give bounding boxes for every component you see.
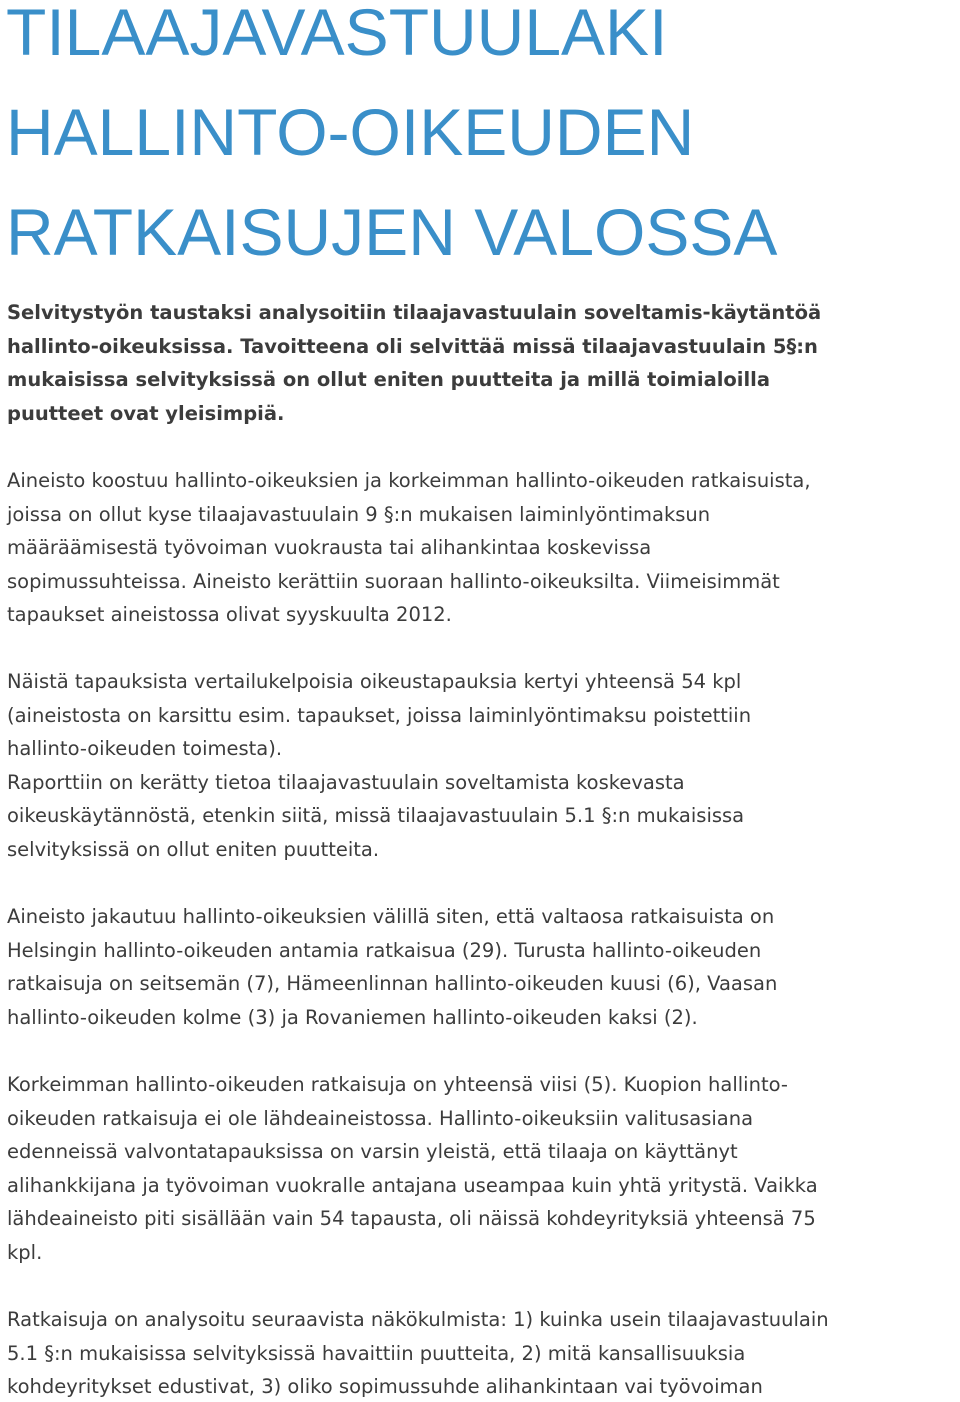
- paragraph-line: Näistä tapauksista vertailukelpoisia oikeustapauksia kertyi yhteensä 54 kpl: [7, 670, 742, 693]
- body-paragraph-cases: [7, 665, 957, 867]
- paragraph-line: joissa on ollut kyse tilaajavastuulain 9 §:n mukaisen laiminlyöntimaksun: [7, 502, 711, 526]
- paragraph-line: hallinto-oikeuden toimesta).: [7, 737, 283, 761]
- paragraph-line: ratkaisuja on seitsemän (7), Hämeenlinnan hallinto-oikeuden kuusi (6), Vaasan: [7, 972, 778, 996]
- paragraph-line: (aineistosta on karsittu esim. tapaukset, joissa laiminlyöntimaksu poistettiin: [7, 703, 752, 727]
- paragraph-line: Aineisto jakautuu hallinto-oikeuksien välillä siten, että valtaosa ratkaisuista on: [7, 905, 775, 928]
- intro-line: mukaisissa selvityksissä on ollut eniten puutteita ja millä toimialoilla: [7, 368, 771, 391]
- paragraph-line: tapaukset aineistossa olivat syyskuulta 2012.: [7, 603, 452, 627]
- paragraph-line: Raporttiin on kerätty tietoa tilaajavastuulain soveltamista koskevasta: [7, 770, 685, 794]
- intro-paragraph: [7, 296, 947, 430]
- intro-line: puutteet ovat yleisimpiä.: [7, 401, 285, 425]
- body-paragraph-distribution: [7, 900, 957, 1034]
- body-paragraph-supreme-court: [7, 1068, 957, 1270]
- paragraph-line: 5.1 §:n mukaisissa selvityksissä havaittiin puutteita, 2) mitä kansallisuuksia: [7, 1341, 746, 1365]
- paragraph-line: oikeuskäytännöstä, etenkin siitä, missä tilaajavastuulain 5.1 §:n mukaisissa: [7, 804, 745, 828]
- paragraph-line: lähdeaineisto piti sisällään vain 54 tapausta, oli näissä kohdeyrityksiä yhteensä 75: [7, 1207, 816, 1231]
- paragraph-line: oikeuden ratkaisuja ei ole lähdeaineistossa. Hallinto-oikeuksiin valitusasiana: [7, 1106, 754, 1130]
- paragraph-line: Helsingin hallinto-oikeuden antamia ratkaisua (29). Turusta hallinto-oikeuden: [7, 938, 762, 962]
- paragraph-line: määräämisestä työvoiman vuokrausta tai alihankintaa koskevissa: [7, 536, 652, 560]
- body-paragraph-material: [7, 464, 957, 632]
- paragraph-line: Korkeimman hallinto-oikeuden ratkaisuja on yhteensä viisi (5). Kuopion hallinto-: [7, 1073, 788, 1096]
- intro-line: hallinto-oikeuksissa. Tavoitteena oli selvittää missä tilaajavastuulain 5§:n: [7, 334, 818, 358]
- paragraph-line: hallinto-oikeuden kolme (3) ja Rovaniemen hallinto-oikeuden kaksi (2).: [7, 1005, 698, 1029]
- title-line: RATKAISUJEN VALOSSA: [6, 195, 778, 269]
- paragraph-line: sopimussuhteissa. Aineisto kerättiin suoraan hallinto-oikeuksilta. Viimeisimmät: [7, 569, 780, 593]
- paragraph-line: alihankkijana ja työvoiman vuokralle antajana useampaa kuin yhtä yritystä. Vaikka: [7, 1173, 818, 1197]
- document-title: [6, 0, 946, 282]
- paragraph-line: Aineisto koostuu hallinto-oikeuksien ja korkeimman hallinto-oikeuden ratkaisuista,: [7, 469, 811, 492]
- paragraph-line: selvityksissä on ollut eniten puutteita.: [7, 837, 380, 861]
- paragraph-line: Ratkaisuja on analysoitu seuraavista näkökulmista: 1) kuinka usein tilaajavastuulain: [7, 1308, 829, 1331]
- paragraph-line: edenneissä valvontatapauksissa on varsin yleistä, että tilaaja on käyttänyt: [7, 1140, 738, 1164]
- title-line: HALLINTO-OIKEUDEN: [6, 95, 695, 169]
- title-line: TILAAJAVASTUULAKI: [6, 0, 668, 69]
- paragraph-line: kpl.: [7, 1240, 43, 1264]
- body-paragraph-analysis: [7, 1303, 957, 1402]
- intro-line: Selvitystyön taustaksi analysoitiin tilaajavastuulain soveltamis-käytäntöä: [7, 301, 822, 324]
- paragraph-line: kohdeyritykset edustivat, 3) oliko sopimussuhde alihankintaan vai työvoiman: [7, 1375, 763, 1399]
